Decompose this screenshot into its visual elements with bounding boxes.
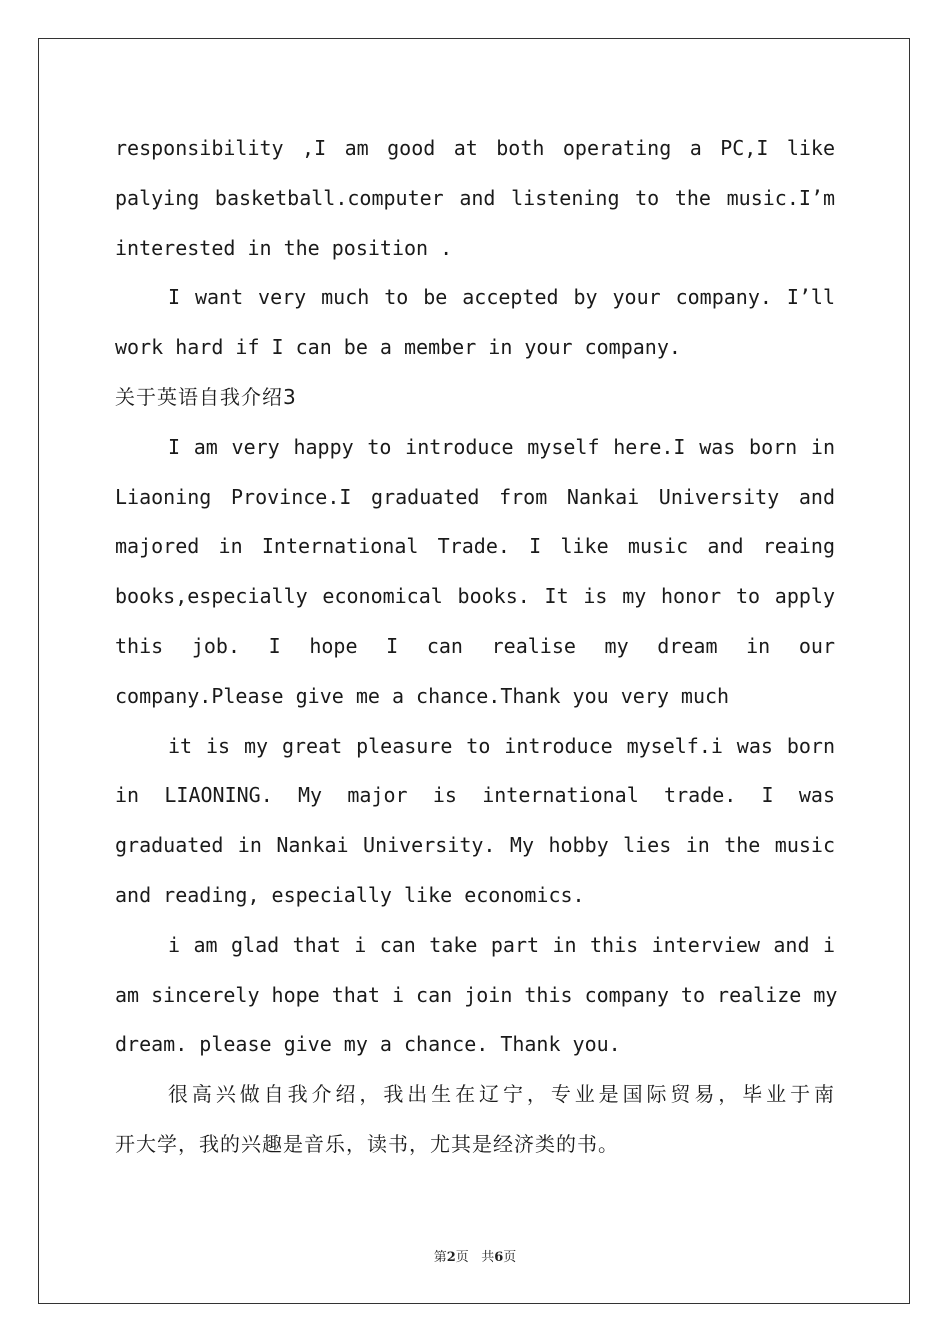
text-line: I am very happy to introduce myself here.I was born in bbox=[168, 434, 835, 459]
text-line: am sincerely hope that i can join this company to realize my bbox=[115, 982, 838, 1007]
total-prefix: 共 bbox=[481, 1250, 495, 1265]
text-line: in LIAONING. My major is international trade. I was bbox=[115, 783, 835, 808]
text-line: palying basketball.computer and listening to the music.I’m bbox=[115, 185, 835, 210]
page-footer bbox=[0, 1246, 950, 1265]
text-line: majored in International Trade. I like music and reaing bbox=[115, 534, 835, 559]
text-line: 开大学，我的兴趣是音乐，读书，尤其是经济类的书。 bbox=[115, 1131, 619, 1156]
page-number: 2 bbox=[446, 1250, 456, 1265]
total-suffix: 页 bbox=[503, 1250, 517, 1265]
text-line: i am glad that i can take part in this interview and i bbox=[168, 932, 835, 957]
text-line: interested in the position . bbox=[115, 235, 453, 260]
text-line: company.Please give me a chance.Thank you very much bbox=[115, 683, 730, 708]
text-line: graduated in Nankai University. My hobby lies in the music bbox=[115, 833, 835, 858]
text-line: dream. please give my a chance. Thank you. bbox=[115, 1032, 621, 1057]
page-suffix: 页 bbox=[455, 1250, 469, 1265]
text-line: I want very much to be accepted by your company. I’ll bbox=[168, 285, 835, 310]
section-heading: 关于英语自我介绍3 bbox=[115, 384, 297, 409]
text-line: books,especially economical books. It is my honor to apply bbox=[115, 584, 835, 609]
page-prefix: 第 bbox=[433, 1250, 447, 1265]
text-line: and reading, especially like economics. bbox=[115, 882, 585, 907]
text-line: Liaoning Province.I graduated from Nankai University and bbox=[115, 484, 835, 509]
text-line: 很高兴做自我介绍，我出生在辽宁，专业是国际贸易，毕业于南 bbox=[168, 1082, 835, 1107]
text-line: work hard if I can be a member in your company. bbox=[115, 335, 681, 360]
document-body bbox=[115, 124, 838, 1170]
text-line: this job. I hope I can realise my dream in our bbox=[115, 633, 835, 658]
total-pages: 6 bbox=[494, 1250, 504, 1265]
text-line: responsibility ,I am good at both operating a PC,I like bbox=[115, 136, 835, 160]
text-line: it is my great pleasure to introduce myself.i was born bbox=[168, 733, 835, 758]
